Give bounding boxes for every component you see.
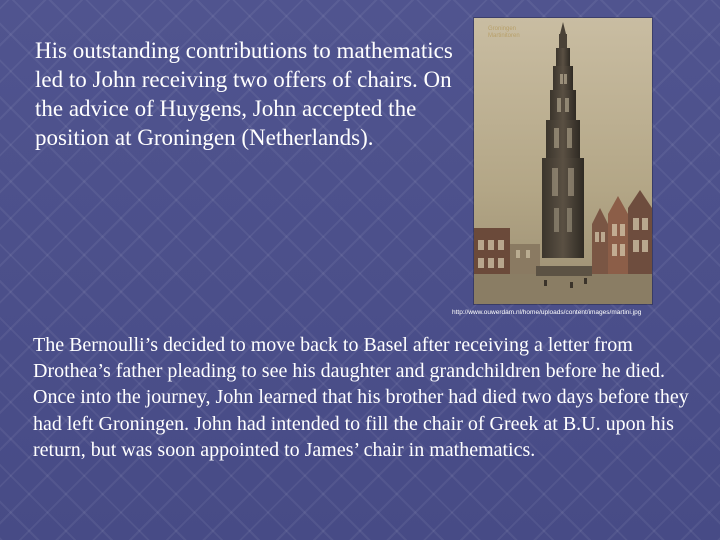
- photo-source-url: http://www.ouwerdam.nl/home/uploads/content/images/martini.jpg: [452, 309, 642, 316]
- groningen-tower-photo: [474, 18, 652, 304]
- photo-caption: [488, 26, 520, 40]
- martini-tower-illustration: [474, 18, 652, 304]
- photo-caption-line1: Groningen: [488, 26, 517, 32]
- bottom-paragraph: The Bernoulli’s decided to move back to Basel after receiving a letter from Drothea’s father pleading to see his daughter and grandchildren before he died. Once into the journey, John learned that his brother had died two days before they had left Groningen. John had intended to fill the chair of Greek at B.U. upon his return, but was soon appointed to James’ chair in mathematics.: [33, 334, 689, 461]
- photo-caption-line2: Martinitoren: [488, 33, 520, 39]
- top-paragraph: His outstanding contributions to mathematics led to John receiving two offers of chairs. On the advice of Huygens, John accepted the position at Groningen (Netherlands).: [35, 38, 453, 150]
